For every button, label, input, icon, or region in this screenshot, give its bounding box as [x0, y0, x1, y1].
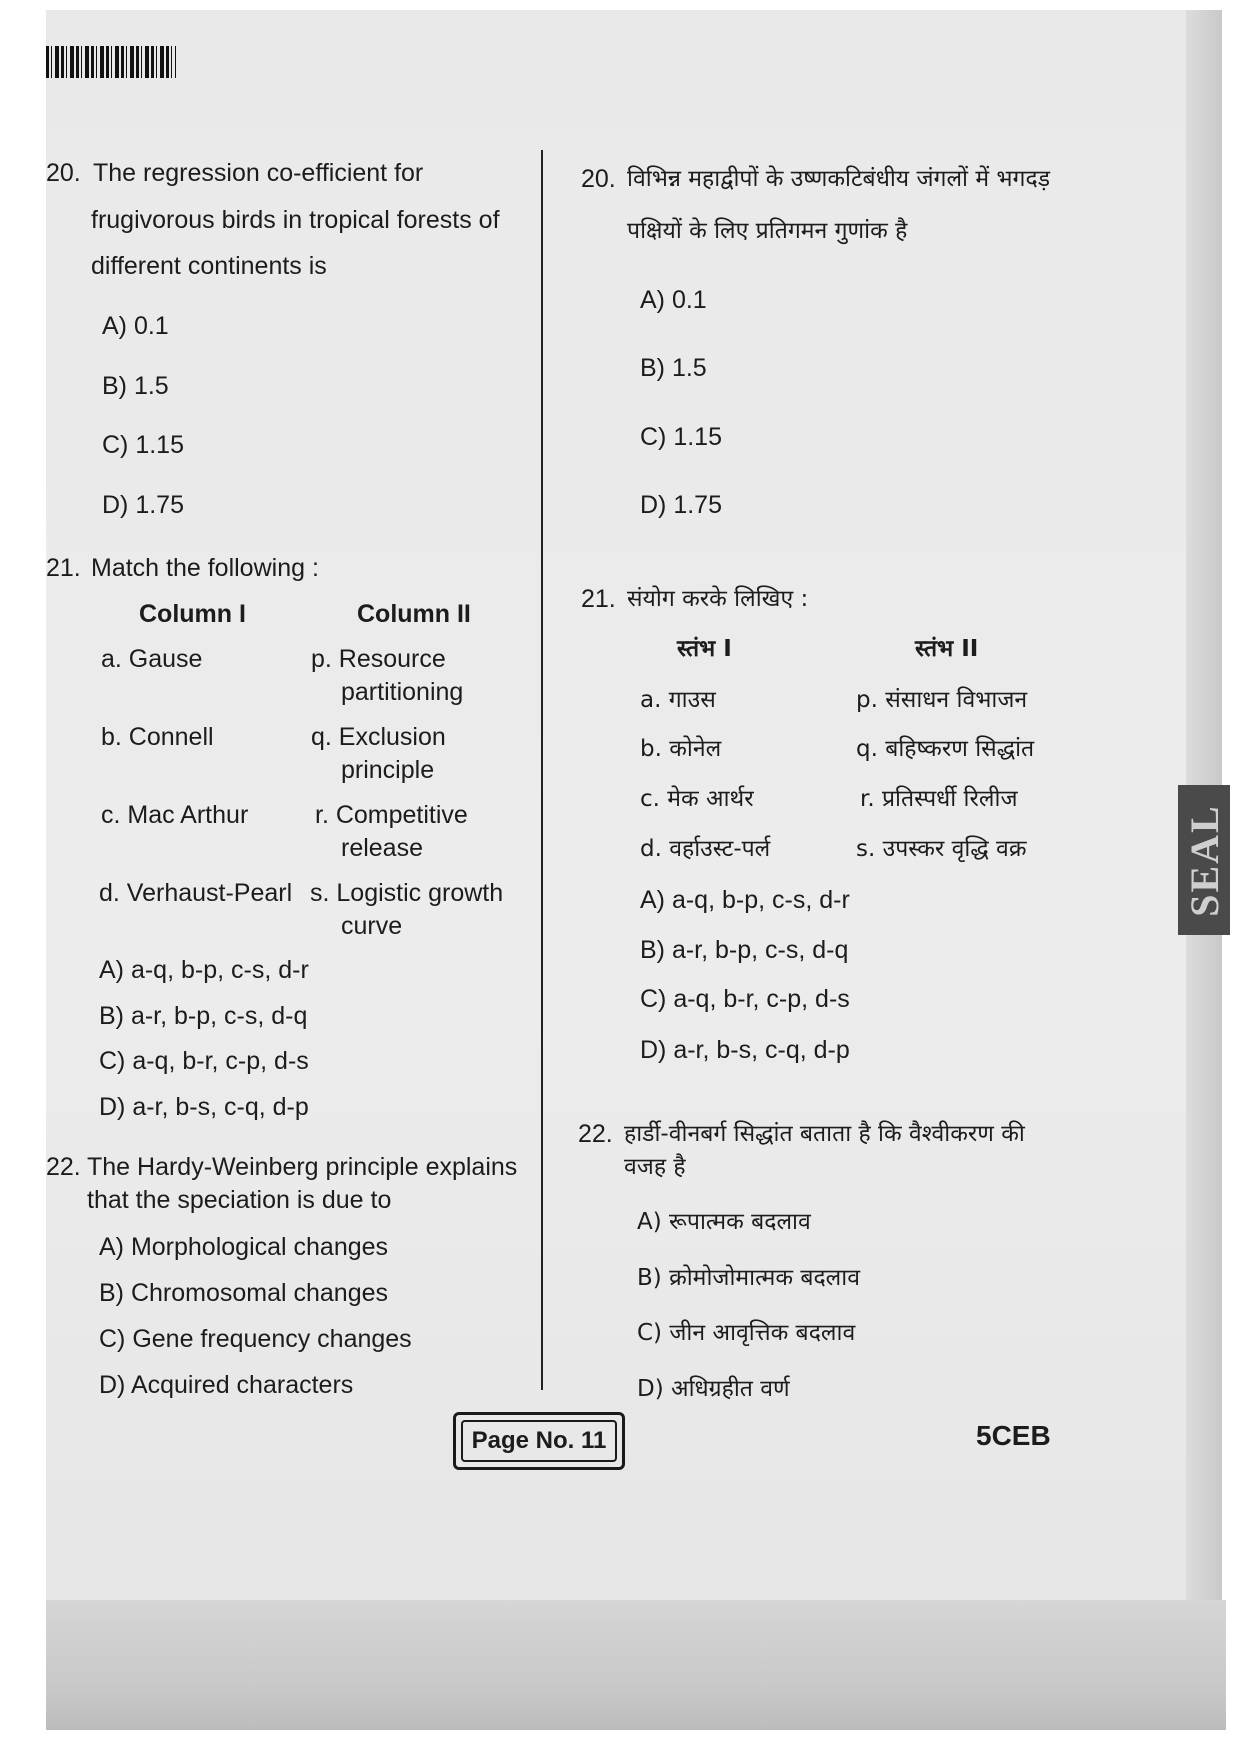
hi-q22-stem-line2: वजह है: [624, 1154, 686, 1180]
q21-stem: Match the following :: [91, 554, 319, 582]
q22-stem-line2: that the speciation is due to: [87, 1186, 392, 1214]
hi-q21-stem: संयोग करके लिखिए :: [627, 586, 809, 612]
q20-stem-line1: The regression co-efficient for: [93, 159, 424, 187]
hi-q21-option-b: B) a-r, b-p, c-s, d-q: [640, 936, 849, 964]
hi-q22-option-c: C) जीन आवृत्तिक बदलाव: [637, 1320, 856, 1346]
hi-q22-option-b: B) क्रोमोजोमात्मक बदलाव: [637, 1265, 861, 1291]
q21-number: 21.: [46, 554, 81, 582]
hi-q21-row-b-left: b. कोनेल: [640, 736, 722, 762]
q20-option-c: C) 1.15: [102, 431, 184, 459]
q22-option-b: B) Chromosomal changes: [99, 1279, 389, 1307]
column-divider: [541, 150, 543, 1390]
hi-q21-row-b-right: q. बहिष्करण सिद्धांत: [856, 736, 1035, 762]
q20-option-a: A) 0.1: [102, 312, 169, 340]
hi-q20-option-d: D) 1.75: [640, 491, 722, 519]
q21-option-a: A) a-q, b-p, c-s, d-r: [99, 956, 309, 984]
paper-bottom-shadow: [46, 1600, 1226, 1730]
hi-q21-option-d: D) a-r, b-s, c-q, d-p: [640, 1036, 850, 1064]
hi-q20-option-a: A) 0.1: [640, 286, 707, 314]
hi-q21-number: 21.: [581, 585, 616, 613]
q21-row-c-right-cont: release: [341, 834, 423, 862]
q21-row-d-right: s. Logistic growth: [310, 879, 504, 907]
page-number-box: [453, 1412, 625, 1470]
barcode: [46, 46, 176, 78]
q20-stem-line2: frugivorous birds in tropical forests of: [91, 206, 500, 234]
page-number: Page No. 11: [461, 1420, 617, 1462]
q21-option-b: B) a-r, b-p, c-s, d-q: [99, 1002, 308, 1030]
hi-q22-stem-line1: हार्डी-वीनबर्ग सिद्धांत बताता है कि वैश्वीकरण की: [624, 1121, 1025, 1147]
q21-row-c-left: c. Mac Arthur: [101, 801, 249, 829]
hi-q20-number: 20.: [581, 165, 616, 193]
hi-q21-row-a-left: a. गाउस: [640, 687, 716, 713]
seal-label: SEAL: [1181, 803, 1227, 917]
q21-column1-header: Column I: [139, 600, 246, 628]
hi-q21-row-a-right: p. संसाधन विभाजन: [856, 687, 1028, 713]
hi-q21-option-c: C) a-q, b-r, c-p, d-s: [640, 985, 850, 1013]
q22-stem-line1: The Hardy-Weinberg principle explains: [87, 1153, 518, 1181]
q21-column2-header: Column II: [357, 600, 471, 628]
hi-q21-column2-header: स्तंभ II: [915, 636, 979, 662]
q21-option-d: D) a-r, b-s, c-q, d-p: [99, 1093, 309, 1121]
q21-row-c-right: r. Competitive: [315, 801, 468, 829]
hi-q20-option-b: B) 1.5: [640, 354, 707, 382]
booklet-code: 5CEB: [976, 1420, 1051, 1451]
hi-q20-stem-line1: विभिन्न महाद्वीपों के उष्णकटिबंधीय जंगलों में भगदड़: [627, 166, 1051, 192]
q20-number: 20.: [46, 159, 81, 187]
hi-q22-number: 22.: [578, 1120, 613, 1148]
q21-row-a-right-cont: partitioning: [341, 678, 464, 706]
hi-q22-option-a: A) रूपात्मक बदलाव: [637, 1209, 811, 1235]
q21-row-a-right: p. Resource: [311, 645, 446, 673]
q22-option-a: A) Morphological changes: [99, 1233, 389, 1261]
hi-q21-row-c-right: r. प्रतिस्पर्धी रिलीज: [860, 786, 1018, 812]
hi-q22-option-d: D) अधिग्रहीत वर्ण: [637, 1376, 790, 1402]
q21-option-c: C) a-q, b-r, c-p, d-s: [99, 1047, 309, 1075]
hi-q20-stem-line2: पक्षियों के लिए प्रतिगमन गुणांक है: [627, 218, 908, 244]
q22-number: 22.: [46, 1153, 81, 1181]
q21-row-b-right: q. Exclusion: [311, 723, 446, 751]
q21-row-b-right-cont: principle: [341, 756, 435, 784]
q21-row-d-left: d. Verhaust-Pearl: [99, 879, 293, 907]
q20-option-d: D) 1.75: [102, 491, 184, 519]
q21-row-b-left: b. Connell: [101, 723, 214, 751]
hi-q21-column1-header: स्तंभ I: [677, 636, 732, 662]
q22-option-d: D) Acquired characters: [99, 1371, 354, 1399]
q21-row-d-right-cont: curve: [341, 912, 403, 940]
hi-q21-row-d-left: d. वर्हाउस्ट-पर्ल: [640, 836, 771, 862]
hi-q21-option-a: A) a-q, b-p, c-s, d-r: [640, 886, 850, 914]
q20-option-b: B) 1.5: [102, 372, 169, 400]
hi-q21-row-d-right: s. उपस्कर वृद्धि वक्र: [856, 836, 1027, 862]
q22-option-c: C) Gene frequency changes: [99, 1325, 412, 1353]
seal-tab: [1178, 785, 1230, 935]
q20-stem-line3: different continents is: [91, 252, 327, 280]
q21-row-a-left: a. Gause: [101, 645, 203, 673]
hi-q20-option-c: C) 1.15: [640, 423, 722, 451]
hi-q21-row-c-left: c. मेक आर्थर: [640, 786, 754, 812]
